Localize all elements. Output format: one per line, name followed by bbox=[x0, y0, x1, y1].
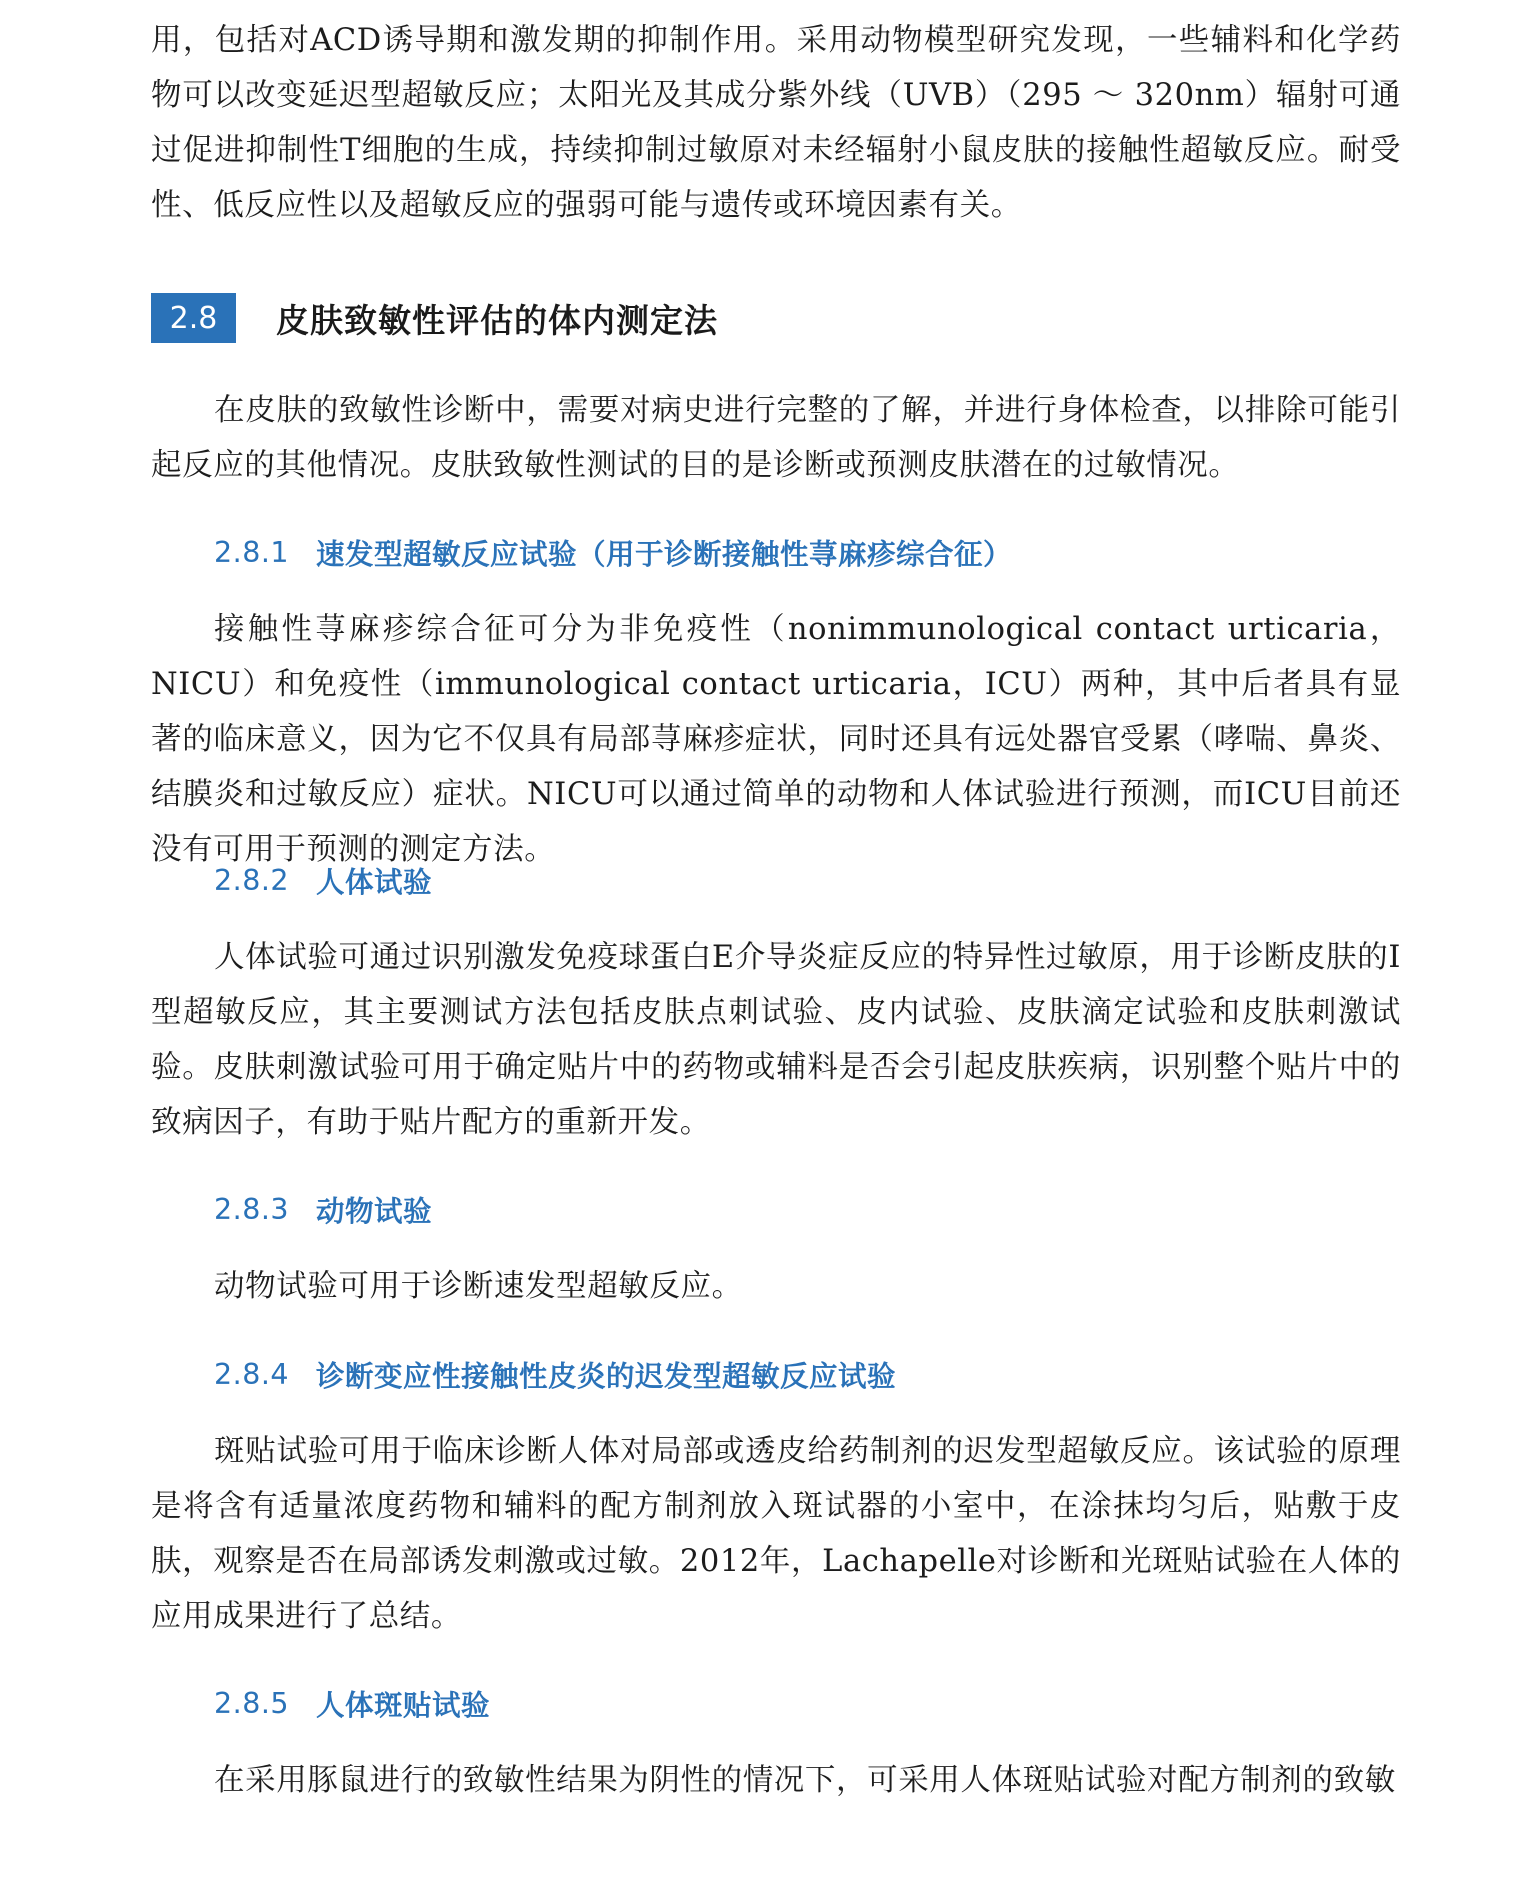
section-title: 皮肤致敏性评估的体内测定法 bbox=[276, 300, 718, 340]
subsection-title: 诊断变应性接触性皮炎的迟发型超敏反应试验 bbox=[316, 1359, 897, 1393]
section-number-badge: 2.8 bbox=[151, 293, 236, 343]
subsection-title: 人体斑贴试验 bbox=[316, 1688, 491, 1722]
intro-paragraph: 用，包括对ACD诱导期和激发期的抑制作用。采用动物模型研究发现，一些辅料和化学药物可以改变延迟型超敏反应；太阳光及其成分紫外线（UVB）（295 ～ 320nm）辐射可通过促进抑制性T细胞的生成，持续抑制过敏原对未经辐射小鼠皮肤的接触性超敏反应。耐受性、低反应性以及超敏反应的强弱可能与遗传或环境因素有关。 bbox=[151, 23, 1401, 223]
subsection-number: 2.8.2 bbox=[214, 863, 290, 897]
subsection-paragraph-2-8-3: 动物试验可用于诊断速发型超敏反应。 bbox=[214, 1269, 743, 1304]
subsection-title: 速发型超敏反应试验（用于诊断接触性荨麻疹综合征） bbox=[316, 537, 1013, 571]
subsection-heading-2-8-5 bbox=[214, 1681, 490, 1725]
subsection-paragraph-2-8-1: 接触性荨麻疹综合征可分为非免疫性（nonimmunological contact urticaria，NICU）和免疫性（immunological contact urticaria，ICU）两种，其中后者具有显著的临床意义，因为它不仅具有局部荨麻疹症状，同时还具有远处器官受累（哮喘、鼻炎、结膜炎和过敏反应）症状。NICU可以通过简单的动物和人体试验进行预测，而ICU目前还没有可用于预测的测定方法。 bbox=[151, 612, 1401, 867]
subsection-number: 2.8.4 bbox=[214, 1357, 290, 1391]
subsection-heading-2-8-1 bbox=[214, 530, 1012, 574]
subsection-heading-2-8-4 bbox=[214, 1352, 896, 1396]
subsection-paragraph-2-8-5: 在采用豚鼠进行的致敏性结果为阴性的情况下，可采用人体斑贴试验对配方制剂的致敏 bbox=[214, 1763, 1396, 1798]
section-paragraph: 在皮肤的致敏性诊断中，需要对病史进行完整的了解，并进行身体检查，以排除可能引起反应的其他情况。皮肤致敏性测试的目的是诊断或预测皮肤潜在的过敏情况。 bbox=[151, 393, 1401, 483]
subsection-title: 人体试验 bbox=[316, 865, 433, 899]
subsection-paragraph-2-8-4: 斑贴试验可用于临床诊断人体对局部或透皮给药制剂的迟发型超敏反应。该试验的原理是将含有适量浓度药物和辅料的配方制剂放入斑试器的小室中，在涂抹均匀后，贴敷于皮肤，观察是否在局部诱发刺激或过敏。2012年，Lachapelle对诊断和光斑贴试验在人体的应用成果进行了总结。 bbox=[151, 1434, 1401, 1634]
subsection-number: 2.8.5 bbox=[214, 1686, 290, 1720]
subsection-heading-2-8-2 bbox=[214, 858, 432, 902]
subsection-paragraph-2-8-2: 人体试验可通过识别激发免疫球蛋白E介导炎症反应的特异性过敏原，用于诊断皮肤的Ⅰ型超敏反应，其主要测试方法包括皮肤点刺试验、皮内试验、皮肤滴定试验和皮肤刺激试验。皮肤刺激试验可用于确定贴片中的药物或辅料是否会引起皮肤疾病，识别整个贴片中的致病因子，有助于贴片配方的重新开发。 bbox=[151, 940, 1401, 1140]
subsection-number: 2.8.3 bbox=[214, 1192, 290, 1226]
subsection-title: 动物试验 bbox=[316, 1194, 433, 1228]
subsection-heading-2-8-3 bbox=[214, 1187, 432, 1231]
subsection-number: 2.8.1 bbox=[214, 535, 290, 569]
section-heading bbox=[151, 293, 718, 343]
